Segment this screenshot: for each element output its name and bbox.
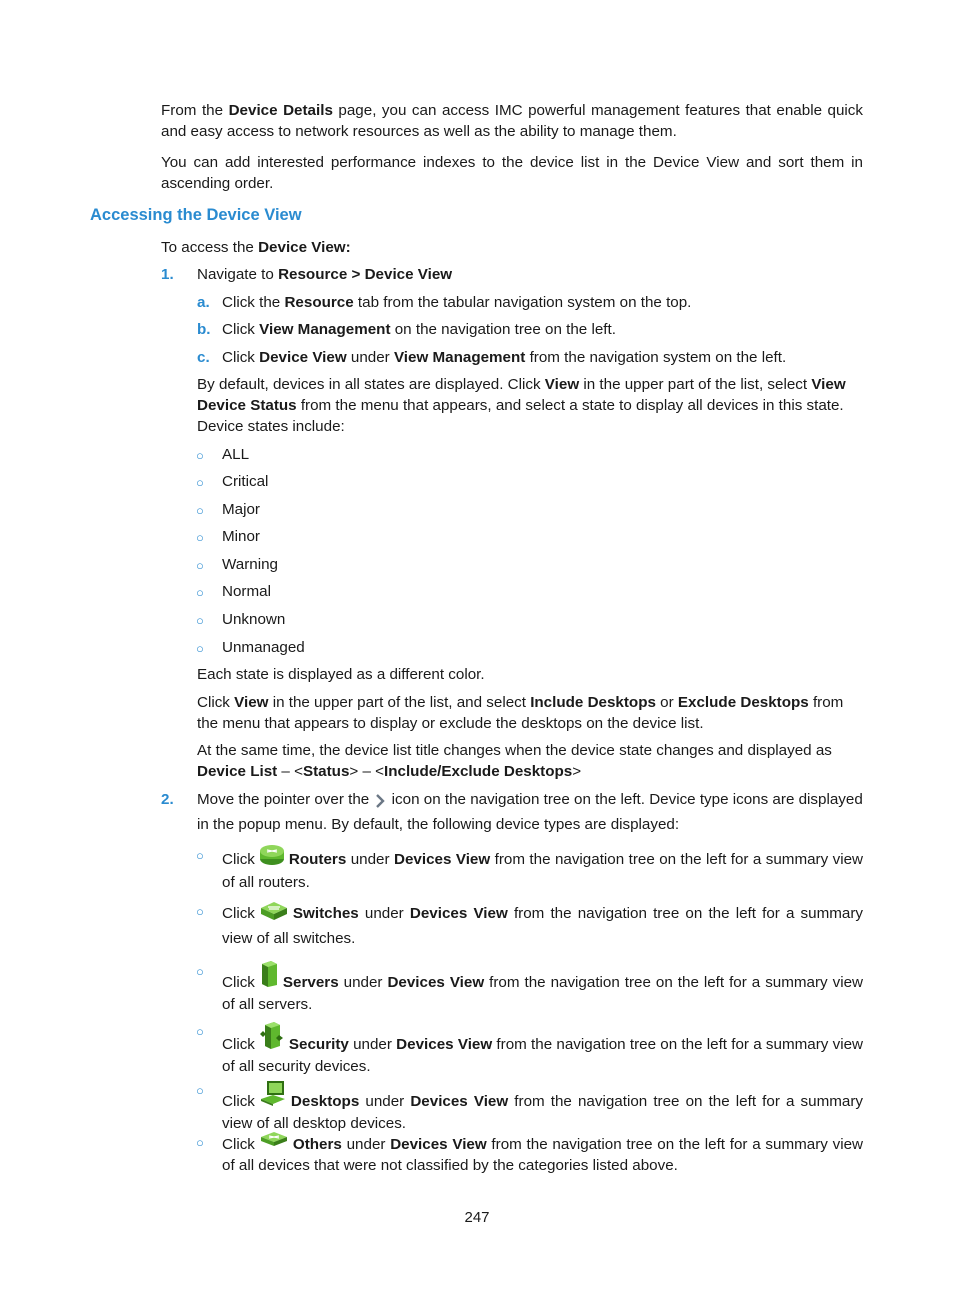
chevron-right-icon [375, 793, 385, 814]
state-color-paragraph: Each state is displayed as a different color. [197, 666, 485, 683]
router-icon [259, 844, 285, 872]
title-change-paragraph [197, 740, 863, 782]
substep-letter-b: b. [197, 321, 211, 338]
page-number: 247 [464, 1209, 490, 1226]
intro-paragraph-2: You can add interested performance indexes to the device list in the Device View and sort them in ascending order. [161, 154, 863, 192]
bold-term: Devices View [410, 1093, 509, 1110]
section-heading: Accessing the Device View [90, 206, 302, 224]
text: – < [277, 763, 303, 780]
bold-term: Device View: [258, 239, 351, 256]
device-item-switches [222, 900, 863, 949]
text: from the navigation system on the left. [525, 349, 787, 366]
bold-term: Devices View [396, 1036, 493, 1053]
device-item-security [222, 1020, 863, 1077]
desktops-paragraph [197, 692, 863, 734]
text: on the navigation tree on the left. [390, 321, 616, 338]
bullet-icon: ○ [196, 964, 204, 979]
bold-term: Exclude Desktops [677, 694, 809, 711]
bold-term: Devices View [387, 974, 485, 991]
text: under [348, 1036, 397, 1053]
step-2-text [197, 789, 863, 835]
bullet-icon: ○ [196, 848, 204, 863]
text: At the same time, the device list title changes when the device state changes and displayed as [197, 742, 832, 759]
text: Click [222, 905, 255, 922]
text: Move the pointer over the [197, 791, 374, 808]
text: Click [222, 1136, 255, 1153]
intro-paragraph-1 [161, 100, 863, 142]
text: from the navigation tree on the left for a summary view of all security devices. [222, 1036, 863, 1075]
text: under [341, 1136, 391, 1153]
bold-term: Resource [284, 294, 354, 311]
text: Click [222, 321, 260, 338]
text: under [346, 349, 394, 366]
text: under [338, 974, 388, 991]
text: under [346, 851, 394, 868]
bullet-icon: ○ [196, 1024, 204, 1039]
security-icon [259, 1020, 285, 1056]
step-number-1: 1. [161, 266, 174, 283]
substep-letter-a: a. [197, 294, 210, 311]
bold-term: Include/Exclude Desktops [384, 763, 573, 780]
state-item: Warning [222, 556, 278, 573]
text: from the navigation tree on the left for a summary view of all devices that were not classified by the categories listed above. [222, 1136, 863, 1174]
device-item-desktops [222, 1079, 863, 1134]
server-icon [259, 960, 279, 994]
text: tab from the tabular navigation system on the top. [353, 294, 692, 311]
bullet-icon: ○ [196, 448, 204, 463]
bullet-icon: ○ [196, 475, 204, 490]
bold-term: View Management [259, 321, 391, 338]
bold-term: Devices View [390, 1136, 487, 1153]
bullet-icon: ○ [196, 530, 204, 545]
text: Click [222, 349, 260, 366]
bold-term: Others [292, 1136, 342, 1153]
text: or [655, 694, 678, 711]
text: in the upper part of the list, and select [268, 694, 531, 711]
bold-term: Desktops [290, 1093, 360, 1110]
default-states-paragraph [197, 374, 863, 437]
text: from the navigation tree on the left for a summary view of all desktop devices. [222, 1093, 863, 1132]
text: Click [222, 851, 255, 868]
bold-term: Resource > Device View [278, 266, 453, 283]
step-number-2: 2. [161, 791, 174, 808]
state-item: ALL [222, 446, 250, 463]
text: from the menu that appears to display or exclude the desktops on the device list. [197, 694, 844, 732]
bold-term: Include Desktops [530, 694, 656, 711]
text: Navigate to [197, 266, 279, 283]
substep-a-text [222, 292, 863, 313]
bold-term: Status [302, 763, 350, 780]
desktop-icon [259, 1079, 287, 1113]
device-item-routers [222, 844, 863, 893]
bullet-icon: ○ [196, 585, 204, 600]
bold-term: Routers [288, 851, 347, 868]
text: Click [222, 974, 255, 991]
step-1-text [197, 264, 863, 285]
substep-b-text [222, 319, 863, 340]
text: in the upper part of the list, select [579, 376, 812, 393]
bold-term: View Management [393, 349, 526, 366]
text: Click [197, 694, 235, 711]
state-item: Normal [222, 583, 271, 600]
text: Click [222, 1093, 255, 1110]
text: from the navigation tree on the left for a summary view of all switches. [222, 905, 863, 947]
text: By default, devices in all states are displayed. Click [197, 376, 545, 393]
state-item: Critical [222, 473, 269, 490]
text: > [572, 763, 582, 780]
text: From the [161, 102, 229, 119]
text: from the navigation tree on the left for a summary view of all routers. [222, 851, 863, 891]
bold-term: Device List [197, 763, 278, 780]
bold-term: Devices View [409, 905, 508, 922]
text: Click [222, 1036, 255, 1053]
text: To access the [161, 239, 259, 256]
bold-term: Devices View [394, 851, 491, 868]
bold-term: Switches [292, 905, 359, 922]
state-item: Unmanaged [222, 639, 305, 656]
bullet-icon: ○ [196, 904, 204, 919]
text: under [358, 905, 410, 922]
device-item-servers [222, 960, 863, 1015]
text: page, you can access IMC powerful management features that enable quick and easy access to network resources as well as the ability to manage them. [161, 102, 863, 140]
text: icon on the navigation tree on the left. Device type icons are displayed in the popup menu. By default, the following device types are displayed: [197, 791, 863, 833]
switch-icon [259, 900, 289, 928]
bold-term: View [544, 376, 580, 393]
bold-term: Security [288, 1036, 349, 1053]
text: > – < [349, 763, 385, 780]
substep-letter-c: c. [197, 349, 210, 366]
bold-term: View [234, 694, 269, 711]
bullet-icon: ○ [196, 1135, 204, 1150]
text: under [359, 1093, 411, 1110]
bullet-icon: ○ [196, 1083, 204, 1098]
state-item: Unknown [222, 611, 286, 628]
bullet-icon: ○ [196, 613, 204, 628]
bullet-icon: ○ [196, 503, 204, 518]
text: from the navigation tree on the left for a summary view of all servers. [222, 974, 863, 1013]
text: Click the [222, 294, 285, 311]
access-line [161, 237, 351, 258]
bold-term: Device View [259, 349, 347, 366]
state-item: Minor [222, 528, 260, 545]
substep-c-text [222, 347, 863, 368]
bullet-icon: ○ [196, 641, 204, 656]
bullet-icon: ○ [196, 558, 204, 573]
state-item: Major [222, 501, 260, 518]
other-device-icon [259, 1131, 289, 1153]
text: from the menu that appears, and select a state to display all devices in this state. Device states include: [197, 397, 844, 435]
bold-term: Device Details [228, 102, 333, 119]
bold-term: View Device Status [197, 376, 846, 414]
bold-term: Servers [282, 974, 339, 991]
device-item-others [222, 1131, 863, 1176]
